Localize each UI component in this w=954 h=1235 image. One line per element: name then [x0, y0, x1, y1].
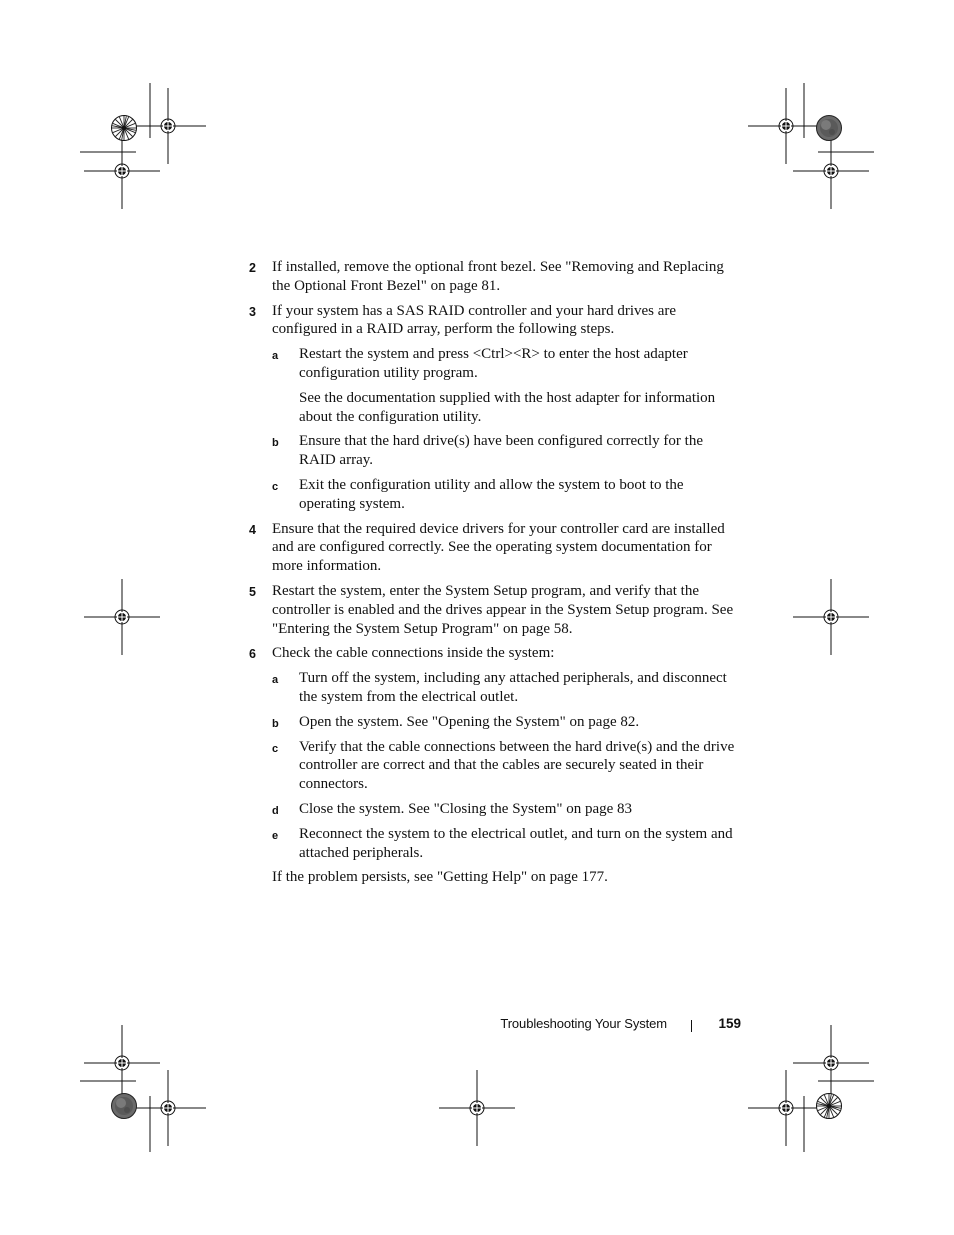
- substep-text: Open the system. See "Opening the System" on page 82.: [299, 713, 640, 730]
- body-text: [249, 258, 741, 887]
- substep-letter: d: [272, 804, 279, 817]
- step-text: If installed, remove the optional front bezel. See "Removing and Replacing the Optional Front Bezel" on page 81.: [272, 259, 724, 294]
- substep-6d: [272, 800, 741, 819]
- substep-letter: b: [272, 437, 279, 450]
- substep-list: [272, 345, 741, 513]
- substep-3c: [272, 476, 741, 514]
- step-number: 5: [249, 584, 256, 599]
- substep-letter: a: [272, 674, 279, 687]
- substep-6b: [272, 713, 741, 732]
- substep-note: See the documentation supplied with the host adapter for information about the configuration utility.: [299, 389, 716, 425]
- step-number: 2: [249, 261, 256, 275]
- step-text: If your system has a SAS RAID controller and your hard drives are configured in a RAID array, perform the following steps.: [272, 302, 677, 338]
- substep-letter: e: [272, 829, 279, 842]
- step-text: Ensure that the required device drivers for your controller card are installed and are configured correctly. See the operating system documentation for more information.: [272, 520, 725, 575]
- substep-6e: [272, 825, 741, 863]
- substep-letter: c: [272, 480, 279, 493]
- step-number: 3: [249, 304, 256, 319]
- substep-text: Restart the system and press <Ctrl><R> to enter the host adapter configuration utility program.: [299, 346, 688, 381]
- step-2: [249, 258, 741, 296]
- substep-text: Verify that the cable connections between the hard drive(s) and the drive controller are correct and that the cables are securely seated in their connectors.: [299, 738, 735, 793]
- substep-6c: [272, 738, 741, 794]
- substep-6a: [272, 669, 741, 707]
- substep-text: Close the system. See "Closing the System" on page 83: [299, 800, 633, 817]
- page-footer: [0, 1016, 954, 1036]
- step-5: [249, 582, 741, 638]
- step-3: [249, 302, 741, 514]
- footer-separator: [691, 1020, 692, 1032]
- substep-letter: b: [272, 717, 279, 730]
- substep-letter: c: [272, 742, 279, 755]
- substep-text: Turn off the system, including any attached peripherals, and disconnect the system from the electrical outlet.: [299, 670, 727, 705]
- substep-letter: a: [272, 350, 279, 363]
- step-text: Check the cable connections inside the system:: [272, 645, 555, 662]
- substep-text: Ensure that the hard drive(s) have been configured correctly for the RAID array.: [299, 433, 703, 469]
- page-number: 159: [718, 1016, 741, 1031]
- step-text: Restart the system, enter the System Setup program, and verify that the controller is enabled and the drives appear in the System Setup program. See "Entering the System Setup Program" on page 58.: [272, 582, 734, 637]
- substep-text: Reconnect the system to the electrical outlet, and turn on the system and attached peripherals.: [299, 825, 733, 861]
- step-number: 4: [249, 522, 256, 537]
- substep-text: Exit the configuration utility and allow the system to boot to the operating system.: [299, 476, 684, 512]
- footer-section-title: Troubleshooting Your System: [500, 1016, 667, 1031]
- substep-3b: [272, 432, 741, 470]
- substep-3a: [272, 345, 741, 426]
- closing-note: If the problem persists, see "Getting Help" on page 177.: [272, 869, 608, 886]
- substep-list: [272, 669, 741, 862]
- step-number: 6: [249, 647, 256, 662]
- step-6: [249, 644, 741, 862]
- step-4: [249, 520, 741, 576]
